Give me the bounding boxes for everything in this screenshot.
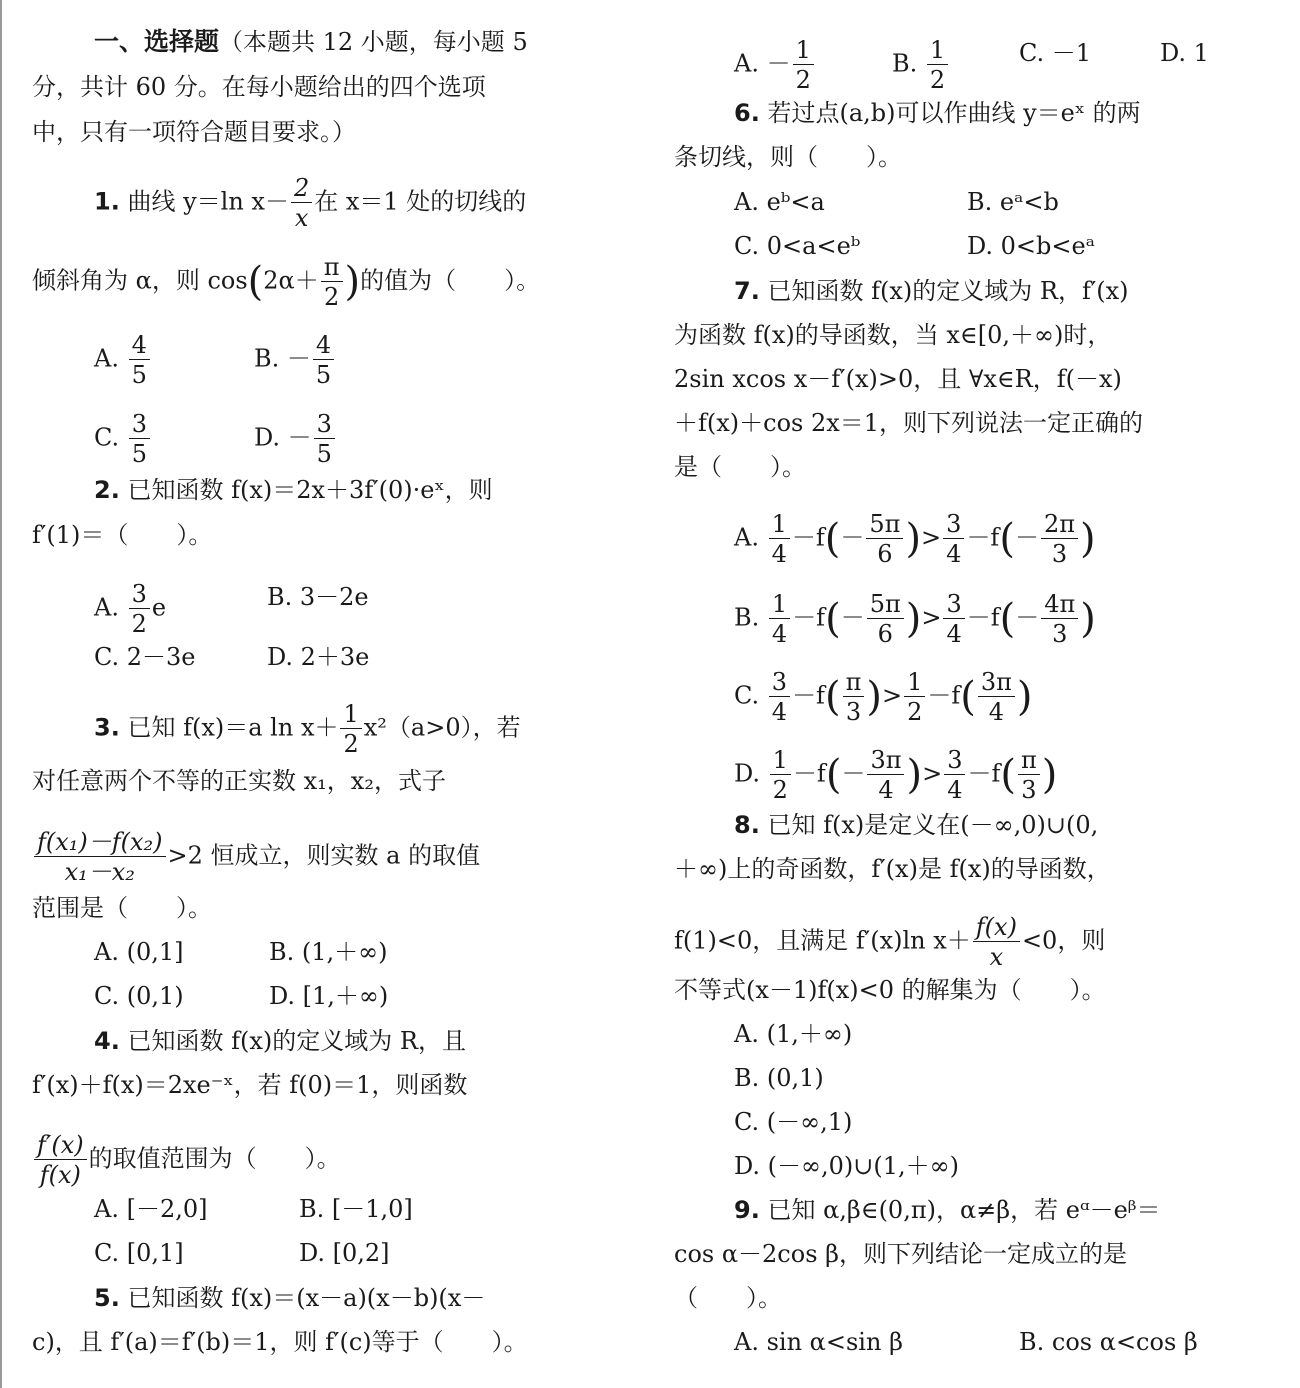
question-3-stem: 3. 已知 f(x)＝a ln x＋ $\frac{1}{2}$ x²（a>0），若 bbox=[94, 700, 521, 758]
question-9-stem-cont: cos α－2cos β，则下列结论一定成立的是 bbox=[674, 1240, 1128, 1268]
question-8-stem-cont: f(1)<0，且满足 f′(x)ln x＋ $\frac{f(x)}{x}$ <0，则 bbox=[674, 913, 1106, 971]
option-c[interactable]: C. (－∞,1) bbox=[734, 1108, 853, 1136]
question-2-stem-cont: f′(1)＝（ ）。 bbox=[32, 521, 213, 549]
option-c[interactable]: C. 2－3e bbox=[94, 643, 196, 671]
option-d[interactable]: D. (－∞,0)∪(1,＋∞) bbox=[734, 1152, 959, 1180]
option-a[interactable]: A. (0,1] bbox=[94, 938, 184, 966]
question-7-stem: 7. 已知函数 f(x)的定义域为 R，f′(x) bbox=[734, 277, 1129, 305]
question-8-stem-cont: ＋∞)上的奇函数，f′(x)是 f(x)的导函数， bbox=[674, 855, 1111, 883]
question-8-stem: 8. 已知 f(x)是定义在(－∞,0)∪(0, bbox=[734, 811, 1099, 839]
option-c[interactable]: C. [0,1] bbox=[94, 1239, 184, 1267]
option-a[interactable]: A. $\frac{1}{4}$ －f(－ $\frac{5\pi}{6}$ )> $\frac{3}{4}$ －f(－ $\frac{2\pi}{3}$ ) bbox=[734, 510, 1096, 568]
question-3-stem-cont: 对任意两个不等的正实数 x₁，x₂，式子 bbox=[32, 767, 446, 795]
option-c[interactable]: C. $\frac{3}{5}$ bbox=[94, 412, 152, 466]
option-a[interactable]: A. $\frac{3}{2}$ e bbox=[94, 580, 167, 638]
option-d[interactable]: D. 1 bbox=[1160, 39, 1209, 67]
option-d[interactable]: D. 2＋3e bbox=[267, 643, 370, 671]
question-3-stem-cont: 范围是（ ）。 bbox=[32, 894, 212, 922]
option-b[interactable]: B. eᵃ<b bbox=[967, 188, 1059, 216]
option-b[interactable]: B. 3－2e bbox=[267, 583, 369, 611]
option-b[interactable]: B. $\frac{1}{2}$ bbox=[892, 38, 950, 92]
question-2-stem: 2. 已知函数 f(x)＝2x＋3f′(0)·eˣ，则 bbox=[94, 476, 493, 504]
question-9-stem: 9. 已知 α,β∈(0,π)，α≠β，若 eᵅ－eᵝ＝ bbox=[734, 1196, 1161, 1224]
question-4-stem-cont: f′(x)＋f(x)＝2xe⁻ˣ，若 f(0)＝1，则函数 bbox=[32, 1071, 468, 1099]
option-b[interactable]: B. cos α<cos β bbox=[1019, 1328, 1198, 1356]
option-c[interactable]: C. $\frac{3}{4}$ －f( $\frac{\pi}{3}$ )> $\frac{1}{2}$ －f( $\frac{3\pi}{4}$ ) bbox=[734, 668, 1033, 726]
question-7-stem-cont: 为函数 f(x)的导函数，当 x∈[0,＋∞)时， bbox=[674, 321, 1112, 349]
fraction: $\frac{2}{x}$ bbox=[291, 176, 312, 230]
question-3-stem-cont: $\frac{\text{f(x₁)－f(x₂)}}{\text{x₁－x₂}}$ >2 恒成立，则实数 a 的取值 bbox=[32, 830, 480, 884]
question-1-stem: 1. 曲线 y＝ln x－ $\frac{2}{x}$ 在 x＝1 处的切线的 bbox=[94, 174, 527, 232]
option-b[interactable]: B. $\frac{1}{4}$ －f(－ $\frac{5\pi}{6}$ )> $\frac{3}{4}$ －f(－ $\frac{4\pi}{3}$ ) bbox=[734, 590, 1096, 648]
question-8-stem-cont: 不等式(x－1)f(x)<0 的解集为（ ）。 bbox=[674, 976, 1106, 1004]
question-6-stem: 6. 若过点(a,b)可以作曲线 y＝eˣ 的两 bbox=[734, 99, 1141, 127]
section-heading: 一、选择题（本题共 12 小题，每小题 5 bbox=[94, 27, 528, 56]
option-a[interactable]: A. $\frac{4}{5}$ bbox=[94, 333, 152, 387]
option-a[interactable]: A. (1,＋∞) bbox=[734, 1020, 853, 1048]
option-b[interactable]: B. (1,＋∞) bbox=[269, 938, 388, 966]
option-b[interactable]: B. － $\frac{4}{5}$ bbox=[254, 333, 336, 387]
option-c[interactable]: C. －1 bbox=[1019, 39, 1092, 67]
option-d[interactable]: D. － $\frac{3}{5}$ bbox=[254, 412, 337, 466]
section-intro-line: 分，共计 60 分。在每小题给出的四个选项 bbox=[32, 73, 486, 101]
question-4-stem: 4. 已知函数 f(x)的定义域为 R，且 bbox=[94, 1027, 466, 1055]
question-7-stem-cont: ＋f(x)＋cos 2x＝1，则下列说法一定正确的 bbox=[674, 409, 1144, 437]
page-edge bbox=[0, 0, 2, 1388]
option-a[interactable]: A. － $\frac{1}{2}$ bbox=[734, 38, 816, 92]
option-a[interactable]: A. sin α<sin β bbox=[734, 1328, 903, 1356]
option-d[interactable]: D. 0<b<eᵃ bbox=[967, 232, 1095, 260]
question-9-stem-cont: （ ）。 bbox=[674, 1284, 782, 1312]
option-b[interactable]: B. (0,1) bbox=[734, 1064, 824, 1092]
option-d[interactable]: D. $\frac{1}{2}$ －f(－ $\frac{3\pi}{4}$ )> $\frac{3}{4}$ －f( $\frac{\pi}{3}$ ) bbox=[734, 746, 1058, 804]
question-1-stem-cont: 倾斜角为 α，则 cos(2α＋ $\frac{\pi}{2}$ )的值为（ ）。 bbox=[32, 253, 541, 311]
option-d[interactable]: D. [1,＋∞) bbox=[269, 982, 389, 1010]
question-6-stem-cont: 条切线，则（ ）。 bbox=[674, 143, 902, 171]
option-b[interactable]: B. [－1,0] bbox=[299, 1195, 413, 1223]
section-intro-line: 中，只有一项符合题目要求。） bbox=[32, 118, 356, 146]
option-d[interactable]: D. [0,2] bbox=[299, 1239, 390, 1267]
question-5-stem: 5. 已知函数 f(x)＝(x－a)(x－b)(x－ bbox=[94, 1284, 486, 1312]
option-c[interactable]: C. 0<a<eᵇ bbox=[734, 232, 861, 260]
fraction: $\frac{\pi}{2}$ bbox=[321, 255, 343, 309]
question-7-stem-cont: 2sin xcos x－f′(x)>0，且 ∀x∈R，f(－x) bbox=[674, 365, 1122, 393]
question-4-stem-cont: $\frac{f'(x)}{f(x)}$ 的取值范围为（ ）。 bbox=[32, 1133, 341, 1187]
option-a[interactable]: A. eᵇ<a bbox=[734, 188, 825, 216]
option-c[interactable]: C. (0,1) bbox=[94, 982, 184, 1010]
question-5-stem-cont: c)，且 f′(a)＝f′(b)＝1，则 f′(c)等于（ ）。 bbox=[32, 1328, 528, 1356]
option-a[interactable]: A. [－2,0] bbox=[94, 1195, 208, 1223]
question-7-stem-cont: 是（ ）。 bbox=[674, 453, 806, 481]
